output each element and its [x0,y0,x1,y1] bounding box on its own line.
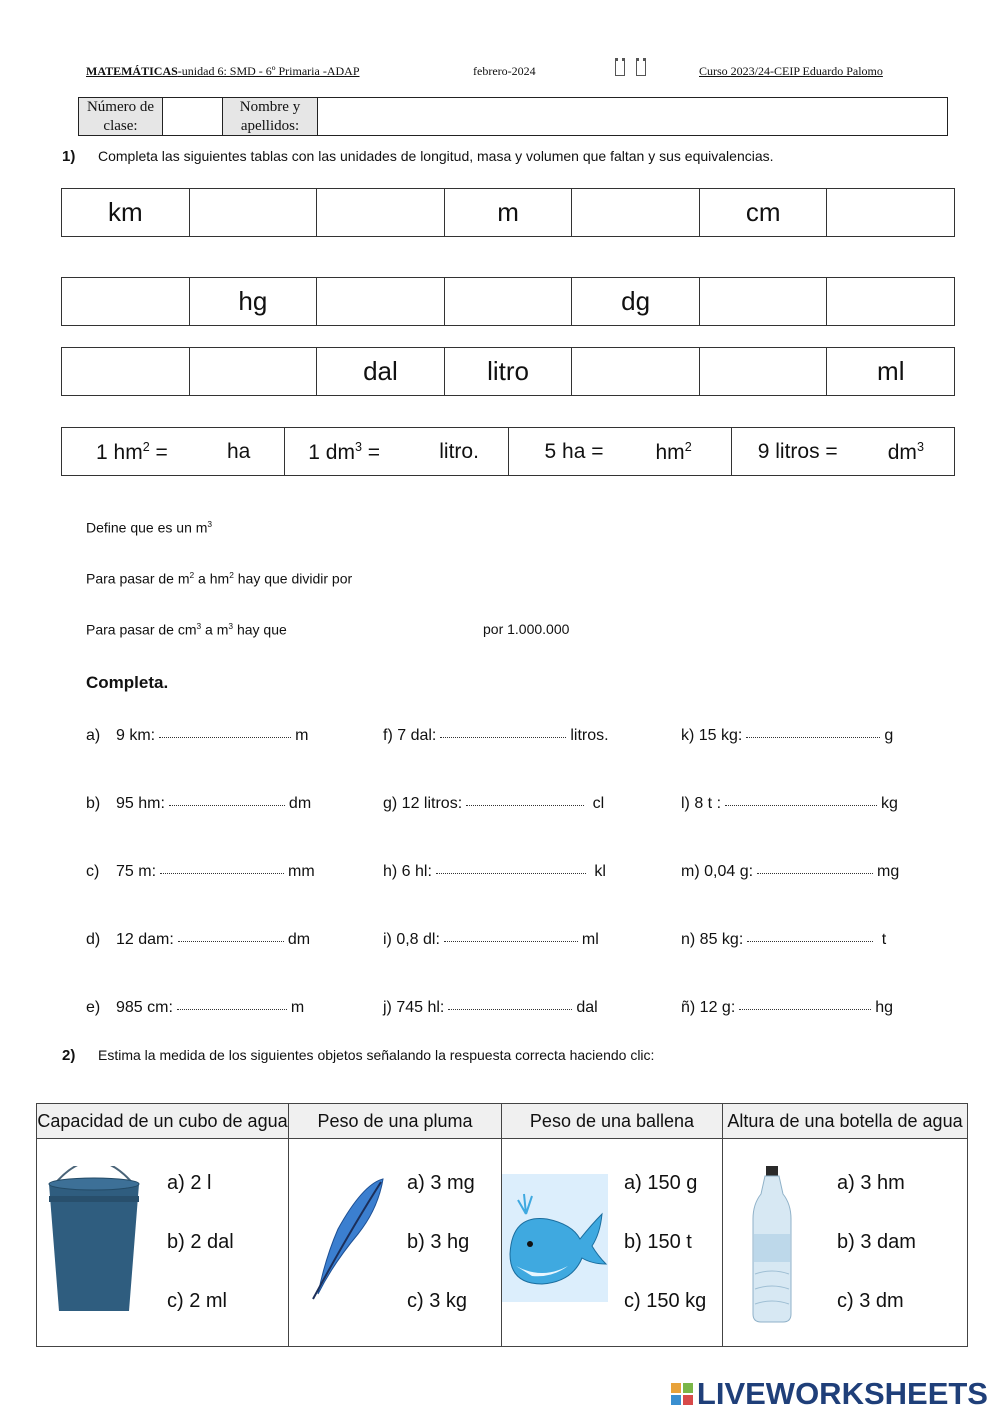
equivalence-input[interactable] [847,436,887,466]
header-course: Curso 2023/24-CEIP Eduardo Palomo [699,64,883,78]
equivalence-cell: 9 litros = $dm^3$ [732,428,954,475]
volume-cell-input[interactable] [62,348,190,395]
exercise-n: n) 85 kg: t [681,931,887,948]
estimate-bottle [723,1104,967,1346]
equivalence-input[interactable] [387,436,437,466]
answer-field[interactable] [746,736,880,738]
answer-field[interactable] [466,804,584,806]
mass-cell-input[interactable] [445,278,573,325]
volume-cell: ml [877,356,905,386]
exercise-e: e) 985 cm: m [86,999,305,1016]
exercise-m: m) 0,04 g: mg [681,863,900,880]
class-number-input[interactable] [163,98,223,135]
volume-units-table [61,347,955,396]
exercise-l: l) 8 t : kg [681,795,898,812]
option-whale-a[interactable]: a) 150 g [624,1172,698,1194]
page-header [86,64,908,82]
volume-cell: litro [445,348,573,395]
equivalence-cell: 5 ha = $hm^2$ [509,428,732,475]
pass-m2-hm2: Para pasar de $m^2$ a $hm^2$ hay que dividir por [86,570,353,587]
exercise-h: h) 6 hl: kl [383,863,606,880]
castle-logo-icon [615,58,625,76]
length-cell: km [62,189,190,236]
option-feather-c[interactable]: c) 3 kg [407,1290,468,1312]
header-title: MATEMÁTICAS-unidad 6: SMD - 6º Primaria -ADAP [86,64,360,78]
define-m3: Define que es un $m^3$ [86,519,213,536]
exercise-j: j) 745 hl: dal [383,999,598,1016]
option-bottle-a[interactable]: a) 3 hm [837,1172,905,1194]
estimate-header: Capacidad de un cubo de agua [37,1104,288,1139]
option-whale-c[interactable]: c) 150 kg [624,1290,707,1312]
mass-cell-input[interactable] [317,278,445,325]
student-id-table [78,97,948,136]
answer-field[interactable] [178,940,284,942]
estimate-header: Peso de una ballena [502,1104,722,1139]
estimate-whale [502,1104,723,1346]
estimate-header: Altura de una botella de agua [723,1104,967,1139]
estimate-header: Peso de una pluma [289,1104,501,1139]
estimate-bucket [37,1104,289,1346]
volume-cell-input[interactable] [190,348,318,395]
option-feather-b[interactable]: b) 3 hg [407,1231,470,1253]
exercise-c: c) 75 m: mm [86,863,315,880]
answer-field[interactable] [436,872,586,874]
volume-cell-input[interactable] [700,348,828,395]
castle-logo-icon [636,58,646,76]
exercise-g: g) 12 litros: cl [383,795,605,812]
answer-field[interactable] [440,736,566,738]
estimation-table [36,1103,968,1347]
answer-field[interactable] [444,940,578,942]
answer-field[interactable] [725,804,877,806]
liveworksheets-logo-icon [671,1383,693,1405]
equivalences-table [61,427,955,476]
option-bottle-b[interactable]: b) 3 dam [837,1231,916,1253]
estimate-feather [289,1104,502,1346]
completa-title: Completa. [86,673,169,692]
length-cell: cm [700,189,828,236]
option-bucket-a[interactable]: a) 2 l [167,1172,212,1194]
exercise-f: f) 7 dal: litros. [383,727,609,744]
answer-field[interactable] [159,736,291,738]
answer-field[interactable] [169,804,285,806]
length-cell-input[interactable] [190,189,318,236]
equivalence-cell: 1 $hm^2$ = ha [62,428,285,475]
exercise-d: d) 12 dam: dm [86,931,311,948]
mass-cell-input[interactable] [62,278,190,325]
question-1: 1) Completa las siguientes tablas con las unidades de longitud, masa y volumen que faltan y sus equivalencias. [62,148,774,165]
answer-field[interactable] [739,1008,871,1010]
pass-cm3-m3-end: por 1.000.000 [483,621,570,637]
mass-cell: dg [572,278,700,325]
equivalence-input[interactable] [607,436,653,466]
length-units-table [61,188,955,237]
equivalence-input[interactable] [174,436,224,466]
length-cell: m [445,189,573,236]
mass-cell: hg [190,278,318,325]
option-bucket-b[interactable]: b) 2 dal [167,1231,234,1253]
answer-field[interactable] [177,1008,287,1010]
class-number-label: Número de clase: [79,98,163,135]
bucket-icon [45,1166,143,1316]
option-whale-b[interactable]: b) 150 t [624,1231,692,1253]
whale-icon [502,1174,608,1302]
length-cell-input[interactable] [572,189,700,236]
volume-cell-input[interactable] [572,348,700,395]
exercise-b: b) 95 hm: dm [86,795,312,812]
answer-field[interactable] [747,940,873,942]
header-date: febrero-2024 [473,64,536,78]
exercise-k: k) 15 kg: g [681,727,894,744]
feather-icon [303,1174,393,1304]
equivalence-cell: 1 $dm^3$ = litro. [285,428,508,475]
pass-cm3-m3: Para pasar de $cm^3$ a $m^3$ hay que [86,621,287,638]
exercise-i: i) 0,8 dl: ml [383,931,599,948]
mass-cell-input[interactable] [827,278,954,325]
water-bottle-icon [747,1164,797,1324]
option-feather-a[interactable]: a) 3 mg [407,1172,475,1194]
answer-field[interactable] [160,872,284,874]
answer-field[interactable] [448,1008,572,1010]
name-label: Nombre y apellidos: [223,98,318,135]
question-2: 2) Estima la medida de los siguientes objetos señalando la respuesta correcta haciendo clic: [62,1047,655,1064]
answer-field[interactable] [757,872,873,874]
length-cell-input[interactable] [317,189,445,236]
exercise-ene: ñ) 12 g: hg [681,999,894,1016]
volume-cell: dal [317,348,445,395]
option-bottle-c[interactable]: c) 3 dm [837,1290,904,1312]
liveworksheets-logo: LIVEWORKSHEETS [671,1376,988,1412]
option-bucket-c[interactable]: c) 2 ml [167,1290,227,1312]
mass-cell-input[interactable] [700,278,828,325]
exercise-a: a) 9 km: m [86,727,309,744]
length-cell-input[interactable] [827,189,954,236]
name-input[interactable] [318,98,947,135]
mass-units-table [61,277,955,326]
